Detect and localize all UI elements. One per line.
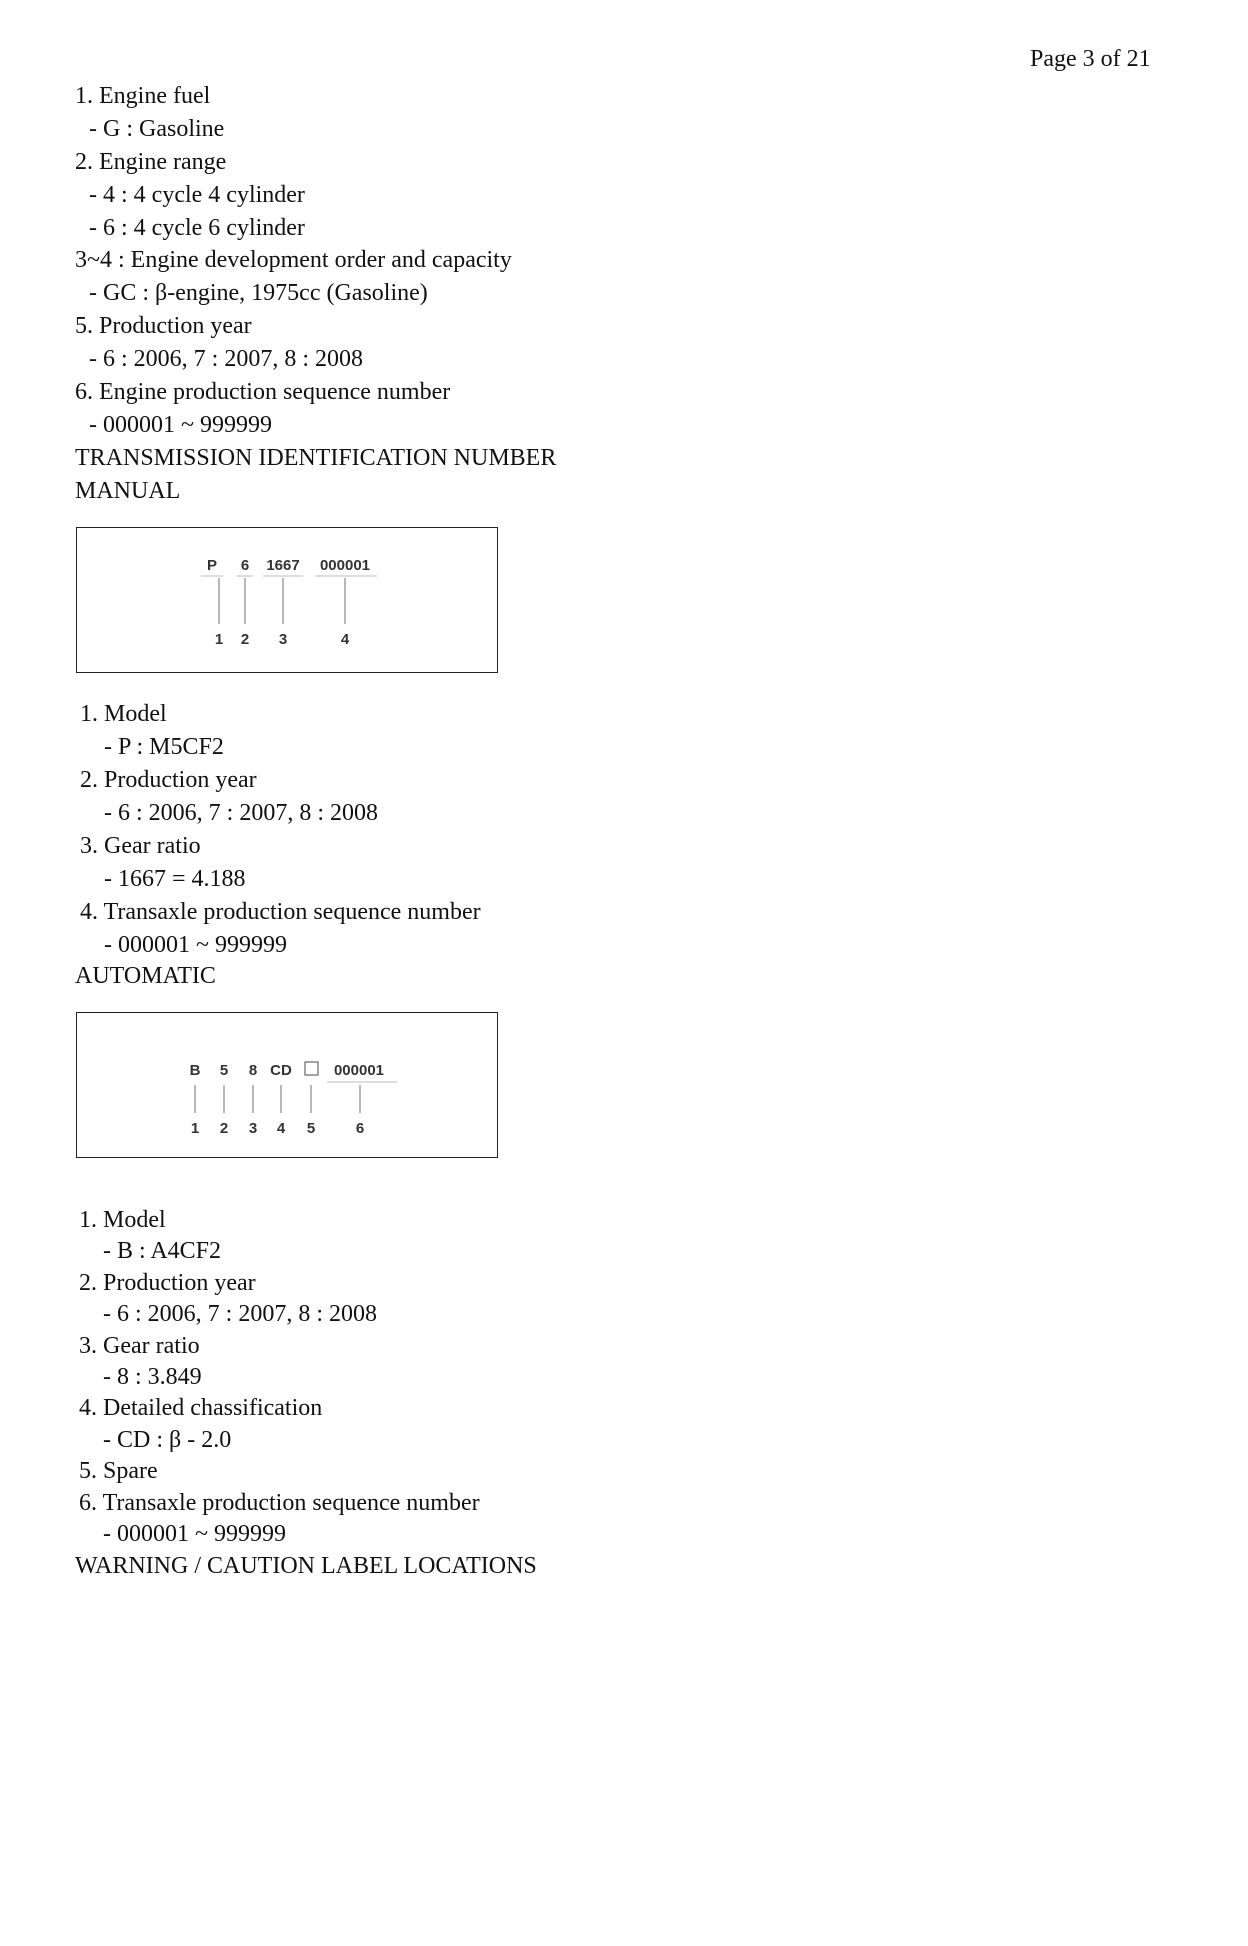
list-item: 1. Engine fuel xyxy=(75,83,211,109)
section-heading-warning: WARNING / CAUTION LABEL LOCATIONS xyxy=(75,1553,537,1579)
code-letter: 000001 xyxy=(333,1062,385,1079)
automatic-transmission-code-diagram xyxy=(76,1012,498,1158)
code-position-number: 4 xyxy=(276,1120,286,1137)
list-item: 3. Gear ratio xyxy=(79,1332,200,1359)
list-item: 5. Spare xyxy=(79,1458,158,1485)
section-heading-automatic: AUTOMATIC xyxy=(75,963,216,989)
code-position-number: 3 xyxy=(278,631,288,648)
manual-code-diagram-svg xyxy=(77,528,497,672)
code-position-number: 3 xyxy=(248,1120,258,1137)
automatic-code-diagram-svg xyxy=(77,1013,497,1157)
list-item: - G : Gasoline xyxy=(89,115,225,142)
section-heading-manual: MANUAL xyxy=(75,477,181,504)
list-item: - 6 : 2006, 7 : 2007, 8 : 2008 xyxy=(104,800,378,826)
list-item: - 6 : 2006, 7 : 2007, 8 : 2008 xyxy=(89,346,363,373)
list-item: - 4 : 4 cycle 4 cylinder xyxy=(89,181,305,208)
code-letter: 1667 xyxy=(266,557,300,574)
list-item: - 1667 = 4.188 xyxy=(104,866,246,892)
code-letter: CD xyxy=(270,1062,292,1079)
code-position-number: 1 xyxy=(214,631,224,648)
spare-box xyxy=(305,1062,318,1075)
code-position-number: 5 xyxy=(306,1120,316,1137)
page-number: Page 3 of 21 xyxy=(1030,46,1151,72)
list-item: 5. Production year xyxy=(75,313,252,340)
code-letter: 000001 xyxy=(319,557,371,574)
list-item: 2. Production year xyxy=(80,767,257,793)
manual-code-list xyxy=(80,698,1080,962)
code-letter: B xyxy=(189,1062,201,1079)
list-item: 1. Model xyxy=(79,1207,166,1233)
list-item: 2. Production year xyxy=(79,1269,256,1296)
list-item: 6. Transaxle production sequence number xyxy=(79,1489,480,1516)
list-item: 3. Gear ratio xyxy=(80,833,201,859)
list-item: - 8 : 3.849 xyxy=(103,1363,202,1390)
list-item: 2. Engine range xyxy=(75,148,227,175)
list-item: - CD : β - 2.0 xyxy=(103,1426,232,1453)
list-item: - 000001 ~ 999999 xyxy=(103,1520,286,1547)
list-item: 3~4 : Engine development order and capacity xyxy=(75,247,512,274)
code-letter: 6 xyxy=(240,557,250,574)
code-position-number: 2 xyxy=(219,1120,229,1137)
list-item: 4. Transaxle production sequence number xyxy=(80,899,481,925)
list-item: - 6 : 2006, 7 : 2007, 8 : 2008 xyxy=(103,1301,377,1328)
list-item: 4. Detailed chassification xyxy=(79,1395,323,1422)
code-position-number: 6 xyxy=(355,1120,365,1137)
list-item: - B : A4CF2 xyxy=(103,1238,222,1265)
automatic-code-list xyxy=(79,1205,1079,1550)
list-item: - 000001 ~ 999999 xyxy=(104,932,287,958)
code-letter: P xyxy=(206,557,218,574)
engine-code-list xyxy=(75,80,1075,508)
list-item: - GC : β-engine, 1975cc (Gasoline) xyxy=(89,280,428,307)
list-item: - P : M5CF2 xyxy=(104,734,224,760)
code-position-number: 1 xyxy=(190,1120,200,1137)
list-item: 1. Model xyxy=(80,701,167,727)
list-item: 6. Engine production sequence number xyxy=(75,379,451,406)
section-heading-transmission: TRANSMISSION IDENTIFICATION NUMBER xyxy=(75,444,557,471)
code-letter: 8 xyxy=(248,1062,258,1079)
list-item: - 6 : 4 cycle 6 cylinder xyxy=(89,214,305,241)
code-letter: 5 xyxy=(219,1062,229,1079)
code-position-number: 4 xyxy=(340,631,350,648)
manual-transmission-code-diagram xyxy=(76,527,498,673)
list-item: - 000001 ~ 999999 xyxy=(89,411,272,438)
code-position-number: 2 xyxy=(240,631,250,648)
